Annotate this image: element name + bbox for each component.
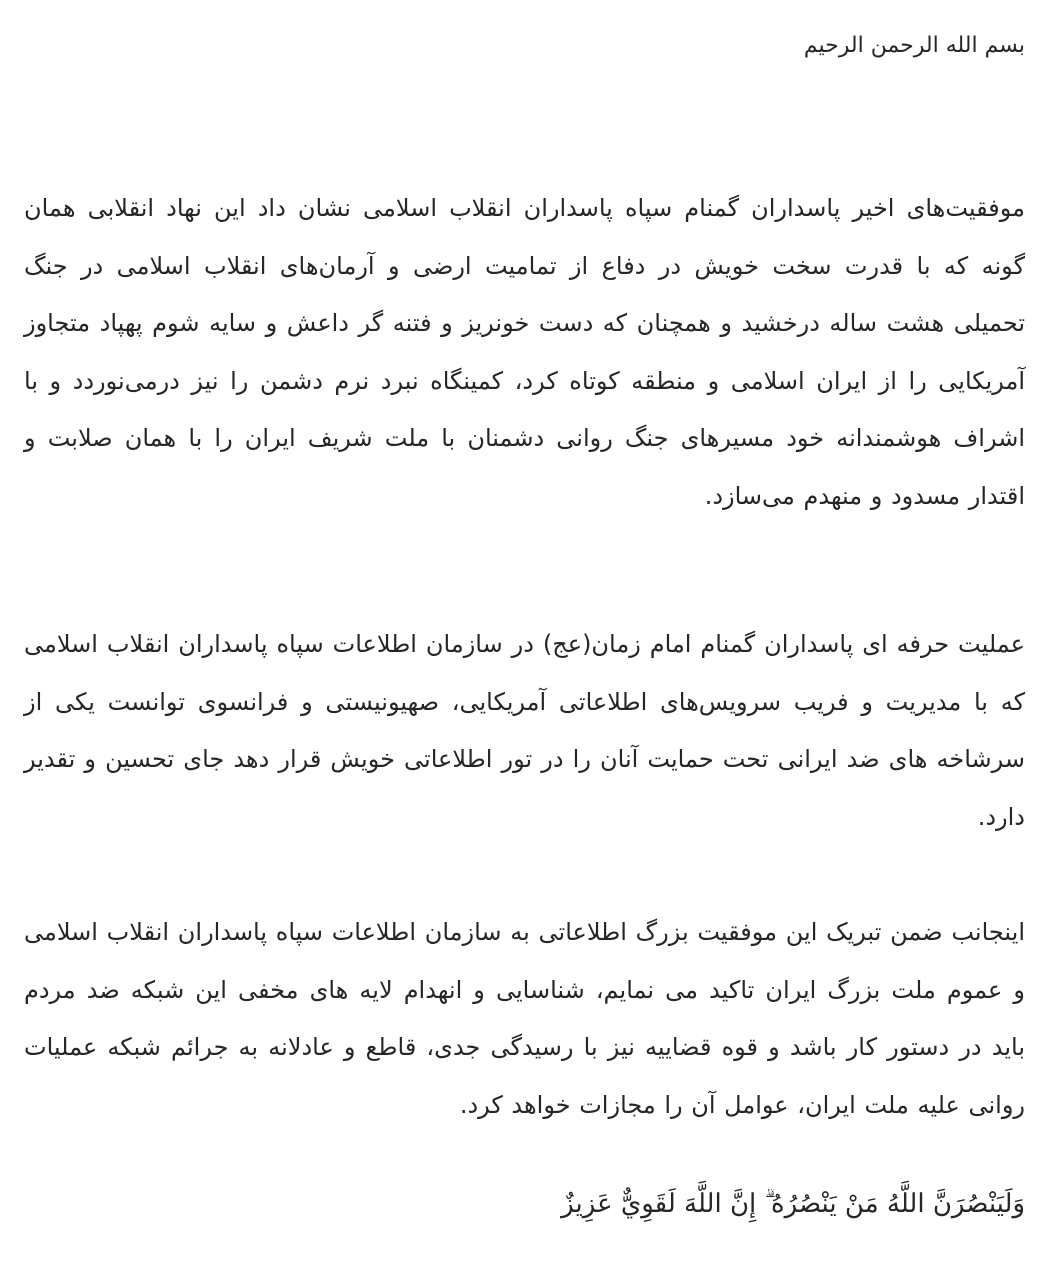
basmala-heading: بسم الله الرحمن الرحیم <box>803 33 1025 58</box>
paragraph-2: عملیت حرفه ای پاسداران گمنام امام زمان(عج) در سازمان اطلاعات سپاه پاسداران انقلاب اسلامی که با مدیریت و فریب سرویس‌های اطلاعاتی آمریکایی، صهیونیستی و فرانسوی توانست یکی از سرشاخه های ضد ایرانی تحت حمایت آنان را در تور اطلاعاتی خویش قرار دهد جای تحسین و تقدیر دارد. <box>24 630 1025 831</box>
quran-verse: وَلَيَنْصُرَنَّ اللَّهُ مَنْ يَنْصُرُهُ ۗ إِنَّ اللَّهَ لَقَوِيٌّ عَزِيزٌ <box>561 1189 1025 1219</box>
paragraph-3: اینجانب ضمن تبریک این موفقیت بزرگ اطلاعاتی به سازمان اطلاعات سپاه پاسداران انقلاب اسلامی و عموم ملت بزرگ ایران تاکید می نمایم، شناسایی و انهدام لایه های مخفی این شبکه ضد مردم باید در دستور کار باشد و قوه قضاییه نیز با رسیدگی جدی، قاطع و عادلانه به جرائم شبکه عملیات روانی علیه ملت ایران، عوامل آن را مجازات خواهد کرد. <box>24 918 1025 1119</box>
paragraph-1: موفقیت‌های اخیر پاسداران گمنام سپاه پاسداران انقلاب اسلامی نشان داد این نهاد انقلابی همان گونه که با قدرت سخت خویش در دفاع از تمامیت ارضی و آرمان‌های انقلاب اسلامی در جنگ تحمیلی هشت ساله درخشید و همچنان که دست خونریز و فتنه گر داعش و سایه شوم پهپاد متجاوز آمریکایی را از ایران اسلامی و منطقه کوتاه کرد، کمینگاه نبرد نرم دشمن را نیز درمی‌نوردد و با اشراف هوشمندانه خود مسیرهای جنگ روانی دشمنان با ملت شریف ایران را با همان صلابت و اقتدار مسدود و منهدم می‌سازد. <box>24 194 1025 510</box>
